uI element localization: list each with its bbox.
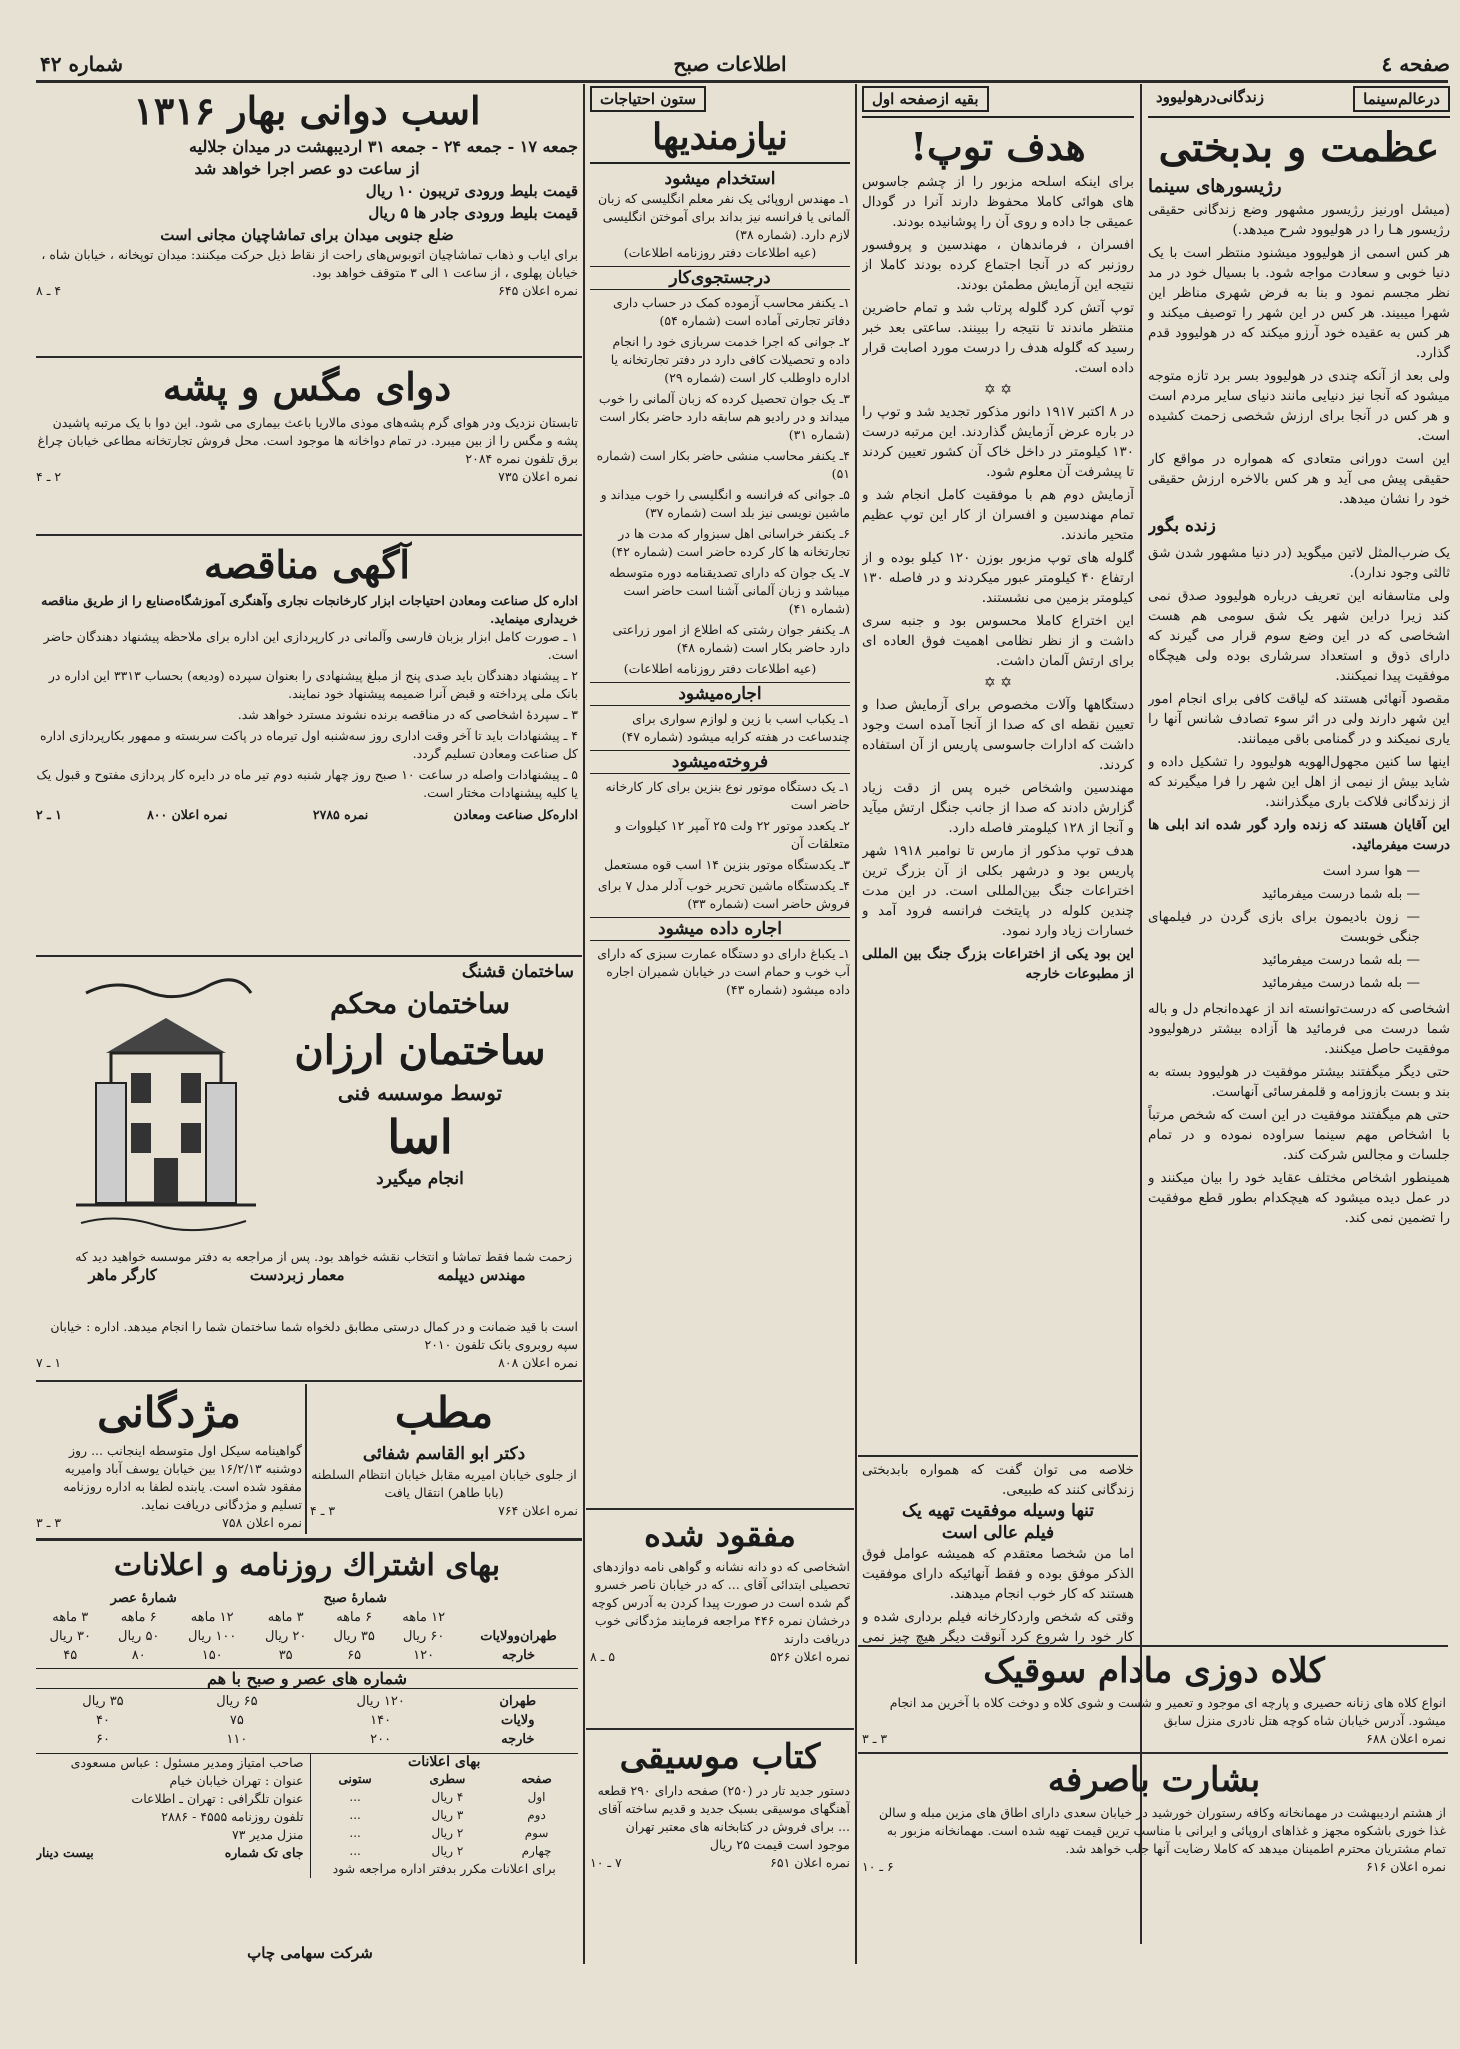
section-heading: درجستجوی‌کار xyxy=(590,266,850,290)
ad-rate-cell: ... xyxy=(349,1844,361,1858)
ad-number: نمره اعلان ۵۲۶ xyxy=(770,1649,850,1664)
build-footer: است با قید ضمانت و در کمال درستی مطابق دلخواه شما ساختمان شما را انجام میدهد. اداره : خیابان سپه روبروی بانک تلفون ۲۰۱۰ xyxy=(50,1319,578,1352)
classifieds-column xyxy=(590,86,850,1726)
ad-title: مژدگانی xyxy=(97,1388,241,1437)
sub-period: ۳ ماهه xyxy=(267,1610,304,1625)
rule xyxy=(36,356,582,358)
ad-rate-cell: ۲ ریال xyxy=(431,1844,464,1858)
paragraph: هر کس اسمی از هولیوود میشنود منتظر است با یک دنیا خوبی و سعادت مواجه شود. با بسیال خود در مد نظر مجسم نمود و بنا به فرض شهری مناظر این شهرا میبیند. هر کس در این شهر را توصیف میکند و هر کس به عقیده خود آرزو میکند که در هولیوود قدم گذارد. xyxy=(1148,245,1450,361)
sub-both-table xyxy=(36,1692,578,1749)
paragraph: مقصود آنهائی هستند که لیاقت کافی برای انجام امور این شهر دارند ولی در اثر سوء تصادف شانس آنها را یاری نمیکند و در گمنامی باقی میمانند. xyxy=(1148,691,1450,747)
film-article xyxy=(862,1460,1134,1645)
list-item: ۳ـ یک جوان تحصیل کرده که زبان آلمانی را خوب میداند و در رادیو هم سابقه دارد حاضر بکار است (شماره ۳۱) xyxy=(598,391,850,442)
section-tab: درعالم‌سینما xyxy=(1353,86,1450,112)
ad-title: بشارت باصرفه xyxy=(1047,1760,1261,1800)
reward-ad xyxy=(36,1384,302,1534)
ad-rate-cell: ... xyxy=(349,1826,361,1840)
separator-star: ✡ ✡ xyxy=(984,675,1012,691)
sub-cell: ۱۲۰ ریال xyxy=(356,1694,405,1709)
ad-number: نمره اعلان ۷۵۸ xyxy=(222,1515,302,1530)
dialog-line: — بله شما درست میفرمائید xyxy=(1261,886,1420,902)
sub-cell: ۲۰۰ xyxy=(370,1732,392,1747)
ad-title: کلاه دوزی مادام سوقیک xyxy=(983,1651,1325,1691)
ad-times: ۷ ـ ۱۰ xyxy=(590,1855,622,1870)
sub-row-label: خارجه xyxy=(501,1648,536,1663)
ad-number: نمره اعلان ۶۱۶ xyxy=(1366,1859,1446,1874)
ad-text: اشخاصی که دو دانه نشانه و گواهی نامه دوازدهای تحصیلی ابتدائی آقای ... که در خیابان ناصر خسرو گم شده است در صورت پیدا کردن به آدرس کوچه درخشان نمره ۴۴۶ مراجعه فرمایند مژدگانی خوب دریافت دارند xyxy=(591,1559,850,1646)
box-title: ستون احتیاجات xyxy=(590,86,706,112)
article-title: هدف توپ! xyxy=(910,124,1086,169)
ad-times: ۲ ـ ۴ xyxy=(36,469,62,484)
ad-times: ۱ ـ ۷ xyxy=(36,1355,62,1370)
column-divider xyxy=(855,84,857,1964)
sub-header: شمارهٔ صبح xyxy=(323,1591,387,1606)
column-divider xyxy=(583,84,585,1964)
rule xyxy=(36,1380,582,1382)
ad-text: گواهینامه سیکل اول متوسطه اینجانب ... روز دوشنبه ۱۶/۲/۱۳ بین خیابان یوسف آباد وامیریه مفقود شده است. یابنده لطفا به اداره روزنامه تسلیم و مژدگانی دریافت نماید. xyxy=(63,1443,302,1512)
section-tab: زندگانی‌درهولیوود xyxy=(1156,88,1265,106)
list-item: ۶ـ یکنفر خراسانی اهل سبزوار که مدت ها در تجارتخانه ها کار کرده حاضر است (شماره ۴۲) xyxy=(611,526,850,559)
sub-cell: ۳۵ ریال xyxy=(82,1694,124,1709)
sub-cell: ۳۵ ریال xyxy=(333,1629,375,1644)
ad-title: کتاب موسیقی xyxy=(619,1737,821,1777)
sub-cell: ۶۵ xyxy=(347,1648,362,1663)
phone-line: تلفون روزنامه ۴۵۵۵ - ۲۸۸۶ xyxy=(161,1809,304,1824)
ad-times: ۱ ـ ۲ xyxy=(36,807,62,822)
price-value: بیست دینار xyxy=(36,1845,94,1860)
tender-item: ۳ ـ سپردهٔ اشخاصی که در مناقصه برنده نشوند مسترد خواهد شد. xyxy=(237,707,578,722)
subheading: تنها وسیله موفقیت تهیه یک xyxy=(901,1501,1095,1521)
paragraph: حتی هم میگفتند موفقیت در این است که شخص مرتباً با اشخاص مهم سینما سراوده نموده و در تمام جلسات و مجالس شرکت کند. xyxy=(1148,1107,1450,1163)
continued-label: بقیه ازصفحه اول xyxy=(862,86,989,112)
list-item: ۲ـ جوانی که اجرا خدمت سربازی خود را انجام داده و تحصیلات کافی دارد در دفتر تجارتخانه یا اداره داوطلب کار است (شماره ۲۹) xyxy=(610,334,850,385)
paragraph: توپ آتش کرد گلوله پرتاب شد و تمام حاضرین منتظر ماندند تا نتیجه را ببینند. ساعتی بعد خبر رسید که گلوله هدف را درست مورد اصابت قرار داده است. xyxy=(862,300,1134,376)
paragraph: یک ضرب‌المثل لاتین میگوید (در دنیا مشهور شدن شق ثالثی وجود ندارد). xyxy=(1148,545,1450,581)
subheading: فیلم عالی است xyxy=(941,1523,1055,1543)
sub-row-label: ولایات xyxy=(500,1713,535,1728)
dialog-line: — هوا سرد است xyxy=(1322,863,1420,879)
ad-rate-cell: دوم xyxy=(527,1808,546,1822)
subscription-title: بهای اشتراك روزنامه و اعلانات xyxy=(113,1548,501,1583)
telegraph-line: عنوان تلگرافی : تهران ـ اطلاعات xyxy=(131,1791,304,1806)
article-title: عظمت و بدبختی xyxy=(1158,124,1440,171)
list-item: ۴ـ یکنفر محاسب منشی حاضر بکار است (شماره ۵۱) xyxy=(596,448,850,481)
ad-times: ۴ ـ ۸ xyxy=(36,283,62,298)
sub-cell: ۲۰ ریال xyxy=(264,1629,307,1644)
sub-period: ۳ ماهه xyxy=(52,1610,89,1625)
sub-cell: ۸۰ xyxy=(131,1648,146,1663)
clinic-ad xyxy=(310,1384,578,1534)
horse-race-ad xyxy=(36,86,578,354)
build-line: توسط موسسه فنی xyxy=(337,1081,503,1105)
ad-rate-cell: ۴ ریال xyxy=(431,1790,464,1804)
ad-title: آگهی مناقصه xyxy=(204,542,410,587)
cannon-article xyxy=(862,86,1134,1486)
sub-cell: ۷۵ xyxy=(229,1713,244,1728)
tender-sign: اداره‌کل صناعت ومعادن xyxy=(453,807,578,822)
rule xyxy=(586,1508,854,1510)
sub-cell: ۱۲۰ xyxy=(413,1648,435,1663)
paragraph: وقتی که شخص واردکارخانه فیلم برداری شده و کار خود را شروع کرد آنوقت دیگر هیچ چیز نمی xyxy=(862,1609,1134,1645)
ad-number: نمره اعلان ۶۴۵ xyxy=(498,283,578,298)
tender-ad xyxy=(36,538,578,953)
ad-rate-cell: سوم xyxy=(524,1826,549,1840)
paragraph: اما من شخصا معتقدم که همیشه عوامل فوق الذکر موفق بوده و فقط آنهائیکه دارای موفقیت هستند که کار خوب انجام میدهند. xyxy=(862,1546,1134,1602)
race-dates: جمعه ۱۷ - جمعه ۲۴ - جمعه ۳۱ اردیبهشت در میدان جلالیه xyxy=(189,137,578,156)
section-heading: اجاره داده میشود xyxy=(590,917,850,941)
ad-title: مطب xyxy=(394,1388,494,1437)
ad-note: برای اعلانات مکرر بدفتر اداره مراجعه شود xyxy=(332,1861,556,1876)
list-item: ۲ـ یکعدد موتور ۲۲ ولت ۲۵ آمپر ۱۲ کیلووات و متعلقات آن xyxy=(615,818,850,851)
paragraph: حتی دیگر میگفتند بیشتر موفقیت در هولیوود بسته به بند و بست بازوزامه و قلمفرسائی آنهاست. xyxy=(1148,1064,1450,1100)
sub-cell: ۳۵ xyxy=(278,1648,293,1663)
rule xyxy=(858,1645,1448,1647)
ad-rates-title: بهای اعلانات xyxy=(408,1754,481,1770)
paragraph: مهندسین واشخاص خبره پس از دقت زیاد گزارش دادند که صدا از جانب جنگل ارتش میآید و آنجا از ۱۲۸ کیلومتر فاصله دارد. xyxy=(862,780,1134,836)
list-item: ۱ـ مهندس اروپائی یک نفر معلم انگلیسی که زبان آلمانی یا فرانسه نیز بداند برای آموختن انگلیسی لازم دارد. (شماره ۳۸) xyxy=(598,191,850,242)
paragraph: اشخاصی که درست‌توانسته اند از عهده‌انجام دل و باله شما درست می فرمائید ها آزاده بیشتر درهولیوود موفقیت حاصل میکنند. xyxy=(1148,1001,1450,1057)
rule xyxy=(858,1752,1448,1754)
list-item: ۱ـ یکباغ دارای دو دستگاه عمارت سبزی که دارای آب خوب و حمام است در خیابان شمیران اجاره داده میشود (شماره ۴۳) xyxy=(597,946,850,997)
sub-cell: ۶۵ ریال xyxy=(216,1694,258,1709)
list-note: (عیه اطلاعات دفتر روزنامه اطلاعات) xyxy=(623,661,817,676)
ad-rate-cell: ۳ ریال xyxy=(431,1808,464,1822)
paragraph: این اختراع کاملا محسوس بود و جنبه سری داشت و از نظر نظامی اهمیت فوق العاده ای برای ارتش آلمان داشت. xyxy=(862,613,1134,669)
ad-number: نمره اعلان ۶۵۱ xyxy=(770,1855,850,1870)
issue-number: شماره ۴۲ xyxy=(40,52,123,76)
ad-times: ۵ ـ ۸ xyxy=(590,1649,616,1664)
tender-item: ۲ ـ پیشنهاد دهندگان باید صدی پنج از مبلغ پیشنهادی را بعنوان سپرده (ودیعه) بحساب ۳۳۱۳ این اداره در بانک ملی پرداخته و قبض آنرا ضمیمه پیشنهاد خود نمایند. xyxy=(48,668,578,701)
list-item: ۱ـ یک دستگاه موتور نوع بنزین برای کار کارخانه حاضر است xyxy=(605,779,850,812)
paragraph: ولی متاسفانه این تعریف درباره هولیوود صدق نمی کند زیرا دراین شهر یک شق سومی هم هست اشخاصی که در این وضع سوم قرار می گیرند که دارای ذوق و استعداد سرشاری بوده ولی هیچگاه موفقیت پیدا نمیکنند. xyxy=(1148,588,1450,684)
sub-header: شمارهٔ عصر xyxy=(110,1591,177,1606)
section-heading: فروخته‌میشود xyxy=(590,750,850,774)
paragraph: هدف توپ مذکور از مارس تا نوامبر ۱۹۱۸ شهر پاریس بود و درشهر بکلی از آن بزرگ ترین اختراعات جنگ بین‌المللی است. در این مدت چندین کلوله در پایتخت فرانسه فرود آمد و خسارات زیاد وارد نمود. xyxy=(862,843,1134,939)
ticket-price: قیمت بلیط ورودی تریبون ۱۰ ریال xyxy=(365,182,578,200)
lost-ad xyxy=(590,1512,850,1717)
page-number: صفحه ٤ xyxy=(1381,52,1450,76)
build-company: اسا xyxy=(387,1110,453,1164)
ad-rate-cell: ... xyxy=(349,1808,361,1822)
ad-times: ۳ ـ ۴ xyxy=(310,1503,336,1518)
paragraph: در ۸ اکتبر ۱۹۱۷ دانور مذکور تجدید شد و توپ را در باره عرض آزمایش گذاردند. این مرتبه درست ۱۳۰ کیلومتر در داخل خاک آن کشور تعیین کردند تا پیشرفت آن معلوم شود. xyxy=(862,404,1134,480)
paragraph: افسران ، فرماندهان ، مهندسین و پروفسور روزنبر که در آنجا اجتماع کرده بودند کاملا از نتیجه این آزمایش مطمئن بودند. xyxy=(862,237,1134,293)
sub-period: ۶ ماهه xyxy=(336,1610,373,1625)
sub-cell: ۵۰ ریال xyxy=(118,1629,160,1644)
dialog-line: — بله شما درست میفرمائید xyxy=(1261,952,1420,968)
sub-cell: ۱۱۰ xyxy=(226,1732,248,1747)
rule xyxy=(36,534,582,536)
ad-number: نمره اعلان ۷۳۵ xyxy=(498,469,578,484)
build-top: ساختمان قشنگ xyxy=(461,962,574,982)
sub-cell: ۱۴۰ xyxy=(370,1713,392,1728)
ad-number: نمره اعلان ۷۶۴ xyxy=(498,1503,578,1518)
sub-cell: ۶۰ ریال xyxy=(402,1629,445,1644)
ad-text: انواع کلاه های زنانه حصیری و پارچه ای موجود و تعمیر و شست و شوی کلاه و دوخت کلاه با آخرین مد انجام میشود. آدرس خیابان شاه کوچه هتل نادری منزل سابق xyxy=(889,1695,1446,1728)
rule xyxy=(36,1538,582,1541)
sub-cell: ۱۰۰ ریال xyxy=(188,1629,237,1644)
ad-title: دوای مگس و پشه xyxy=(162,364,452,409)
phone-line: منزل مدیر ۷۳ xyxy=(232,1827,304,1842)
ad-number: نمره اعلان ۶۸۸ xyxy=(1366,1731,1446,1746)
paragraph: (میشل اورنیز رژیسور مشهور وضع زندگانی حقیقی رژیسور هـا را در هولیوود شرح میدهد.) xyxy=(1148,202,1450,238)
ad-title: مفقود شده xyxy=(644,1516,796,1554)
race-time: از ساعت دو عصر اجرا خواهد شد xyxy=(194,159,420,178)
tender-item: ۴ ـ پیشنهادات باید تا آخر وقت اداری روز سه‌شنبه اول تیرماه در پاکت سربسته و ممهور بکارپردازی اداره کل صناعت ومعادن تسلیم گردد. xyxy=(40,728,578,761)
race-info: برای ایاب و ذهاب تماشاچیان اتوبوس‌های راحت از نقاط ذیل حرکت میکنند: میدان توپخانه ، خیابان شاه ، خیابان پهلوی ، از ساعت ۱ الی ۳ متوقف خواهد بود. xyxy=(41,247,578,280)
sub-cell: ۳۰ ریال xyxy=(49,1629,91,1644)
building-illustration xyxy=(76,973,256,1243)
build-note: زحمت شما فقط تماشا و انتخاب نقشه خواهد بود. پس از مراجعه به دفتر موسسه خواهید دید که xyxy=(75,1249,572,1264)
sub-cell: ۴۰ xyxy=(95,1713,110,1728)
paragraph: همینطور اشخاص مختلف عقاید خود را بیان میکنند و در عمل دیده میشود که هیچکدام بطور قطع موفقیت را تضمین نمی کند. xyxy=(1148,1170,1450,1226)
ad-rate-head: ستونی xyxy=(338,1772,372,1786)
paper-name: اطلاعات صبح xyxy=(673,52,787,76)
building-ad xyxy=(36,958,578,1318)
tender-item: ۵ ـ پیشنهادات واصله در ساعت ۱۰ صبح روز چهار شنبه دوم تیر ماه در دایره کار پردازی مفتوح و قبول یک یا کلیه پیشنهادات مختار است. xyxy=(36,767,578,800)
rule xyxy=(36,955,582,957)
rule xyxy=(858,1455,1138,1457)
list-item: ۸ـ یکنفر جوان رشتی که اطلاع از امور زراعتی دارد حاضر بکار است (شماره ۴۸) xyxy=(612,622,850,655)
article-ending: این بود یکی از اختراعات بزرگ جنگ بین المللی از مطبوعات خارجه xyxy=(862,946,1134,982)
sub-period: ۱۲ ماهه xyxy=(190,1610,234,1625)
owner-line: صاحب امتیاز ومدیر مسئول : عباس مسعودی xyxy=(70,1755,304,1770)
ad-rate-cell: ۲ ریال xyxy=(431,1826,464,1840)
paragraph: دستگاهها وآلات مخصوص برای آزمایش صدا و تعیین نقطه ای که صدا از آنجا آمده است وجود داشت که ادارات جاسوسی پاریس از آن استفاده کردند. xyxy=(862,697,1134,773)
fly-remedy-ad xyxy=(36,360,578,530)
paragraph: اینها سا کنین مجهول‌الهویه هولیوود را تشکیل داده و شاید بیش از نیمی از اهل این شهر را فرا میگیرند که از زندگانی فلاکت باری میگذرانند. xyxy=(1148,754,1450,810)
list-item: ۳ـ یکدستگاه موتور بنزین ۱۴ اسب قوه مستعمل xyxy=(604,857,850,872)
separator-star: ✡ ✡ xyxy=(984,382,1012,398)
build-role: مهندس دیپلمه xyxy=(437,1266,526,1284)
paragraph: برای اینکه اسلحه مزبور را از چشم جاسوس های هوائی کاملا محفوظ دارند آنرا در گودال عمیقی جا داده و روی آن را پوشانیده بودند. xyxy=(862,174,1134,230)
music-book-ad xyxy=(590,1732,850,1942)
paragraph: خلاصه می توان گفت که همواره بابدبختی زندگانی کنند که طبیعی. xyxy=(862,1462,1134,1498)
ad-text: از جلوی خیابان امیریه مقابل خیابان انتظام السلطنه (بابا طاهر) انتقال یافت xyxy=(311,1467,577,1500)
ad-times: ۳ ـ ۳ xyxy=(36,1515,62,1530)
ad-number: نمره اعلان ۸۰۰ xyxy=(147,807,228,822)
building-ad-footer xyxy=(36,1318,578,1376)
build-line: انجام میگیرد xyxy=(376,1169,464,1189)
rule xyxy=(586,1728,854,1730)
list-item: ۱ـ یکنفر محاسب آزموده کمک در حساب داری دفاتر تجارتی آماده است (شماره ۵۴) xyxy=(613,295,850,328)
ad-rate-head: صفحه xyxy=(521,1772,552,1786)
subscription-table xyxy=(36,1589,578,1665)
ad-number: نمره اعلان ۸۰۸ xyxy=(498,1355,578,1370)
dialog-line: — بله شما درست میفرمائید xyxy=(1261,975,1420,991)
address-line: عنوان : تهران خیابان خیام xyxy=(169,1773,304,1788)
ad-text: تابستان نزدیک ودر هوای گرم پشه‌های موذی مالاریا باعث بیماری می شود. این دوا با یک مرتبه پاشیدن پشه و مگس را از بین میبرد. در تمام دواخانه ها موجود است. محل فروش تجارتخانه مطاعی خیابان چراغ برق تلفون نمره ۲۰۸۴ xyxy=(37,415,578,466)
classifieds-title: نیازمندیها xyxy=(590,112,850,164)
sub-cell: ۱۵۰ xyxy=(201,1648,223,1663)
ad-rate-cell: اول xyxy=(527,1790,546,1804)
article-subtitle: رژیسورهای سینما xyxy=(1148,176,1282,197)
list-item: ۴ـ یکدستگاه ماشین تحریر خوب آدلر مدل ۷ برای فروش حاضر است (شماره ۳۳) xyxy=(597,878,850,911)
paragraph: ولی بعد از آنکه چندی در هولیوود بسر برد تازه متوجه میشود که آنجا نیز دنیایی مانند دنیای سایر مردم است و هر کس در آنجا برای ارزش شخصی زحمت کشیده است. xyxy=(1148,368,1450,444)
ad-text: از هشتم اردیبهشت در مهمانخانه وکافه رستوران خورشید در خیابان سعدی دارای اطاق های مزین مبله و سالن غذا خوری باشکوه مجهز و غذاهای اروپائی و ایرانی با مناسب ترین قیمت تهیه شده است. مهمانخانه مزبور به تمام مشتریان محترم اطمینان میدهد که کاملا رضایت آنها جلب خواهد شد. xyxy=(878,1805,1446,1856)
list-item: ۱ـ یکباب اسب با زین و لوازم سواری برای چندساعت در هفته کرایه میشود (شماره ۴۷) xyxy=(621,711,850,744)
section-heading: استخدام میشود xyxy=(664,169,776,189)
tender-intro: اداره کل صناعت ومعادن احتیاجات ابزار کارخانجات نجاری وآهنگری آموزشگاه‌صنایع را از طریق مناقصه خریداری مینماید. xyxy=(41,593,578,626)
price-label: جای تک شماره xyxy=(224,1845,304,1860)
sub-cell: ۶۰ xyxy=(95,1732,110,1747)
list-item: ۵ـ جوانی که فرانسه و انگلیسی را خوب میداند و ماشین نویسی نیز بلد است (شماره ۳۷) xyxy=(600,487,850,520)
hat-ad xyxy=(862,1648,1446,1748)
build-line: ساختمان محکم xyxy=(330,987,510,1020)
restaurant-ad xyxy=(862,1756,1446,1916)
subscription-box xyxy=(36,1543,578,1945)
section-heading: اجاره‌میشود xyxy=(590,682,850,706)
ad-rates xyxy=(310,1754,579,1878)
ticket-price: قیمت بلیط ورودی جادر ها ۵ ریال xyxy=(368,204,578,222)
ad-title: اسب دوانی بهار ۱۳۱۶ xyxy=(133,88,481,133)
sub-cell: ۴۵ xyxy=(63,1648,78,1663)
paragraph: گلوله های توپ مزبور بوزن ۱۲۰ کیلو بوده و از ارتفاع ۴۰ کیلومتر عبور میکردند و در فاصله ۱۳۰ کیلومتر بزمین می نشستند. xyxy=(862,550,1134,606)
paragraph: این آقایان هستند که زنده وارد گور شده اند ابلی ها درست میفرمائید. xyxy=(1148,817,1450,853)
paragraph: این است دورانی متعادی که همواره در مواقع کار حقیقی پیش می آید و هر کس بالاخره ارزش حقیقی خود را نشان میدهد. xyxy=(1148,451,1450,507)
build-role: معمار زبردست xyxy=(249,1266,345,1284)
list-item: ۷ـ یک جوان که دارای تصدیقنامه دوره متوسطه میباشد و زبان آلمانی آشنا است حاضر است (شماره ۴۱) xyxy=(609,565,850,616)
tender-issue: نمره ۲۷۸۵ xyxy=(312,807,369,822)
paragraph: آزمایش دوم هم با موفقیت کامل انجام شد و تمام مهندسین و افسران از کار این توپ عظیم متحیر ماندند. xyxy=(862,487,1134,543)
list-note: (عیه اطلاعات دفتر روزنامه اطلاعات) xyxy=(623,245,817,260)
sub-period: ۶ ماهه xyxy=(120,1610,157,1625)
column-divider xyxy=(305,1384,307,1534)
sub-both-title: شماره های عصر و صبح با هم xyxy=(36,1668,578,1689)
ad-rate-cell: چهارم xyxy=(521,1844,552,1858)
dialog-line: — زون بادیمون برای بازی گردن در فیلمهای جنگی خوبست xyxy=(1148,909,1420,945)
ad-rate-head: سطری xyxy=(429,1772,466,1786)
tender-item: ۱ ـ صورت کامل ابزار بزبان فارسی وآلمانی در کارپردازی این اداره برای ملاحظه پیشنهاد دهندگان حاضر است. xyxy=(43,629,578,662)
ad-times: ۳ ـ ۳ xyxy=(862,1731,888,1746)
ad-text: دستور جدید تار در (۲۵۰) صفحه دارای ۲۹۰ قطعه آهنگهای موسیقی بسبک جدید و قدیم ساخته آقای ... برای فروش در کتابخانه های معتبر تهران موجود است قیمت ۲۵ ریال xyxy=(597,1783,850,1852)
publisher-info xyxy=(36,1754,310,1878)
printer-line: شرکت سهامی چاپ xyxy=(247,1944,373,1962)
sub-period: ۱۲ ماهه xyxy=(402,1610,446,1625)
race-free: ضلع جنوبی میدان برای تماشاچیان مجانی است xyxy=(160,226,454,244)
clinic-doctor: دکتر ابو القاسم شفائی xyxy=(362,1444,526,1464)
build-line: ساختمان ارزان xyxy=(294,1027,546,1074)
sub-row-label: خارجه xyxy=(501,1732,535,1747)
sub-row-label: طهران xyxy=(499,1694,537,1709)
build-role: کارگر ماهر xyxy=(88,1266,157,1284)
subheading: زنده بگور xyxy=(1148,516,1216,536)
ad-rate-cell: ... xyxy=(349,1790,361,1804)
ad-times: ۶ ـ ۱۰ xyxy=(862,1859,894,1874)
sub-row-label: طهران‌وولایات xyxy=(480,1629,557,1644)
masthead-rule xyxy=(36,80,1448,83)
